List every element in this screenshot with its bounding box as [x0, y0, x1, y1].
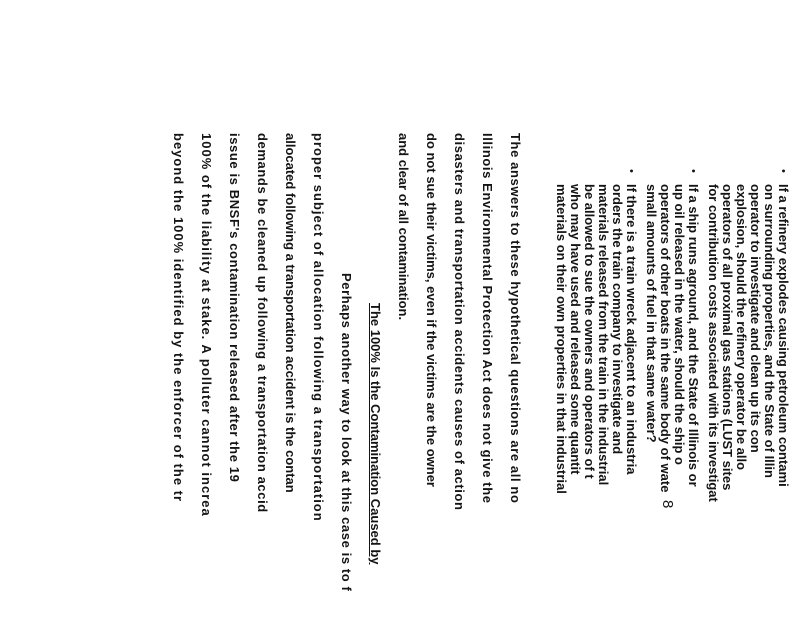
bullet-1-line-2: on surrounding properties, and the State of Illin: [762, 184, 777, 478]
section-heading: The 100% Is the Contamination Caused by: [368, 303, 383, 565]
bullet-3-marker: •: [625, 169, 637, 173]
paragraph-1-line-5: and clear of all contamination.: [396, 133, 411, 321]
paragraph-2-line-6: 100% of the liability at stake. A polluter cannot increa: [199, 133, 214, 517]
bullet-3-line-5: who may have used and released some quantit: [568, 184, 583, 475]
paragraph-1-line-1: The answers to these hypothetical questions are all no: [508, 133, 523, 504]
bullet-3-line-4: be allowed to sue the owners and operators of t: [582, 184, 597, 479]
bullet-1-line-4: explosion, should the refinery operator be allo: [734, 184, 749, 471]
bullet-2-line-2: up oil released in the water, should the ship o: [672, 184, 687, 465]
bullet-2-line-1: If a ship runs aground, and the State of Illinois or: [686, 184, 701, 487]
bullet-3-line-1: If there is a train wreck adjacent to an industria: [624, 184, 639, 475]
paragraph-2-line-1: Perhaps another way to look at this case is to f: [339, 273, 354, 592]
paragraph-1-line-2: Illinois Environmental Protection Act does not give the: [480, 133, 495, 504]
bullet-3-line-6: materials on their own properties in that industrial: [554, 184, 569, 494]
paragraph-2-line-3: allocated following a transportation accident is the contan: [283, 133, 298, 493]
bullet-2-line-3: operators of other boats in the same body of wate: [658, 184, 673, 493]
paragraph-2-line-5: issue is BNSF's contamination released after the 19: [227, 133, 242, 483]
paragraph-1-line-3: disasters and transportation accidents causes of action: [452, 133, 467, 511]
paragraph-2-line-7: beyond the 100% identified by the enforcer of the tr: [171, 133, 186, 503]
paragraph-2-line-2: proper subject of allocation following a transportation: [311, 133, 326, 522]
bullet-3-line-2: orders the train company to investigate and: [610, 184, 625, 455]
page-number: 8: [659, 500, 676, 509]
bullet-1-line-3: operator to investigate and clean up its con: [748, 184, 763, 453]
bullet-1-line-1: If a refinery explodes causing petroleum contami: [776, 184, 791, 487]
paragraph-1-line-4: do not sue their victims, even if the victims are the owner: [424, 133, 439, 487]
bullet-1-line-5: operators of all proximal gas stations (LUST sites: [720, 184, 735, 491]
bullet-1-marker: •: [777, 169, 789, 173]
bullet-1-line-6: for contribution costs associated with its investigat: [706, 184, 721, 502]
paragraph-2-line-4: demands be cleaned up following a transportation accid: [255, 133, 270, 513]
bullet-2-line-4: small amounts of fuel in that same water?: [644, 184, 659, 443]
bullet-3-line-3: materials released from the train in the industrial: [596, 184, 611, 486]
bullet-2-marker: •: [687, 169, 699, 173]
